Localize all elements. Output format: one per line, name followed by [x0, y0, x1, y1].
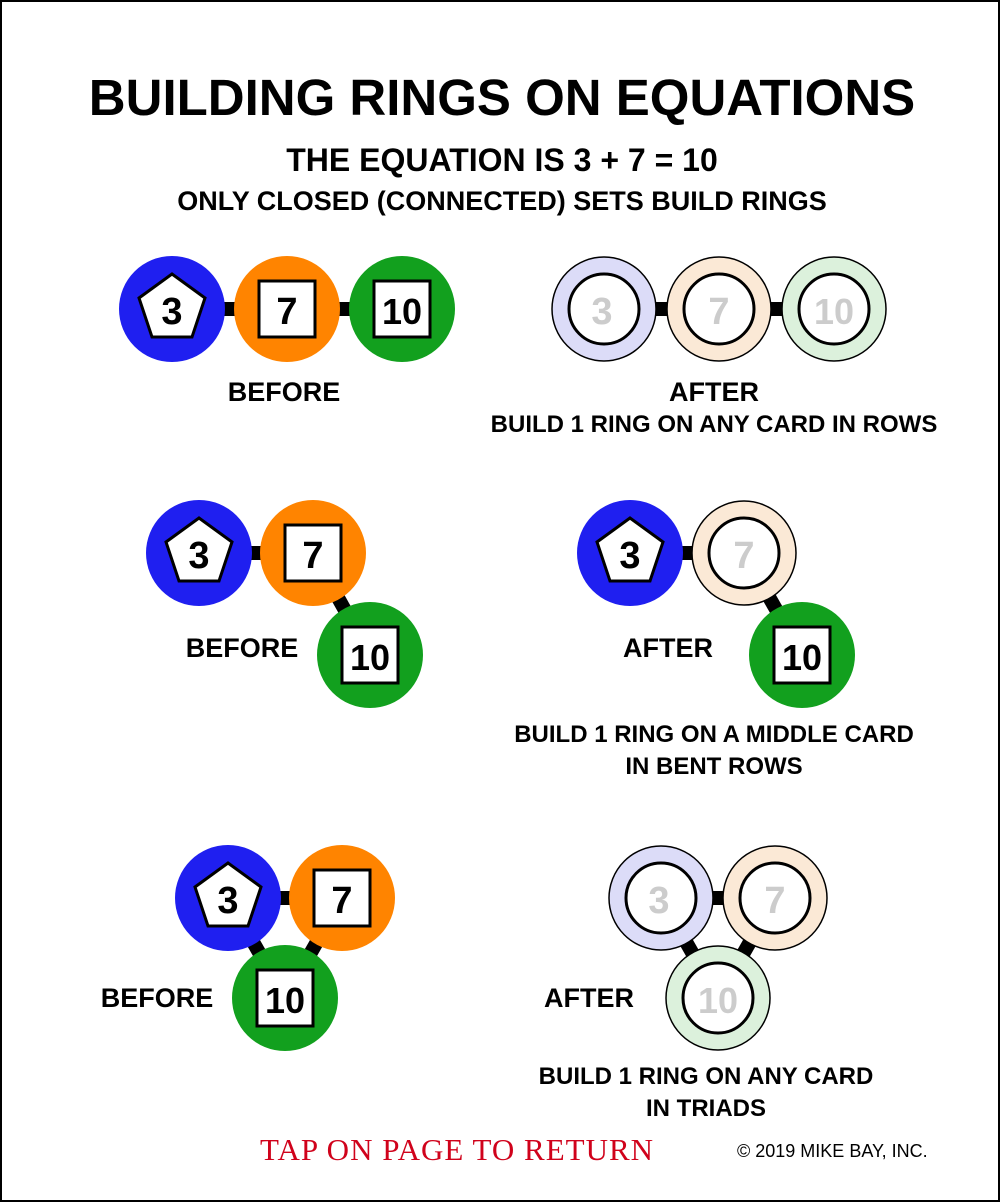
- bent-before-label: BEFORE: [185, 633, 299, 663]
- tap-to-return-link[interactable]: TAP ON PAGE TO RETURN: [260, 1132, 655, 1167]
- triads-after-label: AFTER: [544, 983, 634, 1013]
- bent-caption-line1: BUILD 1 RING ON A MIDDLE CARD: [514, 721, 914, 748]
- diagram-canvas: [2, 2, 1000, 1204]
- bent-after-label: AFTER: [623, 633, 713, 663]
- triads-after-diagram: [609, 846, 827, 1050]
- card-3-number: 3: [188, 535, 210, 577]
- triads-before-label: BEFORE: [100, 983, 214, 1013]
- card-10-number: 10: [381, 291, 423, 332]
- card-3-number: 3: [648, 880, 670, 922]
- card-10-number: 10: [264, 980, 306, 1021]
- card-7-number: 7: [276, 291, 298, 333]
- triads-before-diagram: [175, 845, 395, 1051]
- page-title: BUILDING RINGS ON EQUATIONS: [88, 69, 916, 126]
- bent-after-diagram: [577, 500, 855, 708]
- triads-caption-line2: IN TRIADS: [646, 1095, 766, 1122]
- card-10-number: 10: [697, 980, 739, 1021]
- rows-after-diagram: [552, 257, 886, 361]
- triads-caption-line1: BUILD 1 RING ON ANY CARD: [538, 1063, 874, 1090]
- rule-subtitle: ONLY CLOSED (CONNECTED) SETS BUILD RINGS: [177, 186, 827, 216]
- rows-after-label: AFTER: [669, 377, 759, 407]
- card-7-number: 7: [733, 535, 755, 577]
- card-10-number: 10: [349, 637, 391, 678]
- card-7-number: 7: [331, 880, 353, 922]
- card-3-number: 3: [217, 880, 239, 922]
- card-10-number: 10: [781, 637, 823, 678]
- card-3-number: 3: [619, 535, 641, 577]
- equation-subtitle: THE EQUATION IS 3 + 7 = 10: [286, 142, 718, 178]
- copyright-notice: © 2019 MIKE BAY, INC.: [737, 1141, 928, 1161]
- card-10-number: 10: [813, 291, 855, 332]
- rows-caption: BUILD 1 RING ON ANY CARD IN ROWS: [490, 411, 938, 438]
- bent-before-diagram: [146, 500, 423, 708]
- card-3-number: 3: [161, 291, 183, 333]
- card-7-number: 7: [764, 880, 786, 922]
- card-7-number: 7: [708, 291, 730, 333]
- card-7-number: 7: [302, 535, 324, 577]
- rows-before-label: BEFORE: [227, 377, 341, 407]
- bent-caption-line2: IN BENT ROWS: [625, 753, 803, 780]
- rows-before-diagram: [119, 256, 455, 362]
- card-3-number: 3: [591, 291, 613, 333]
